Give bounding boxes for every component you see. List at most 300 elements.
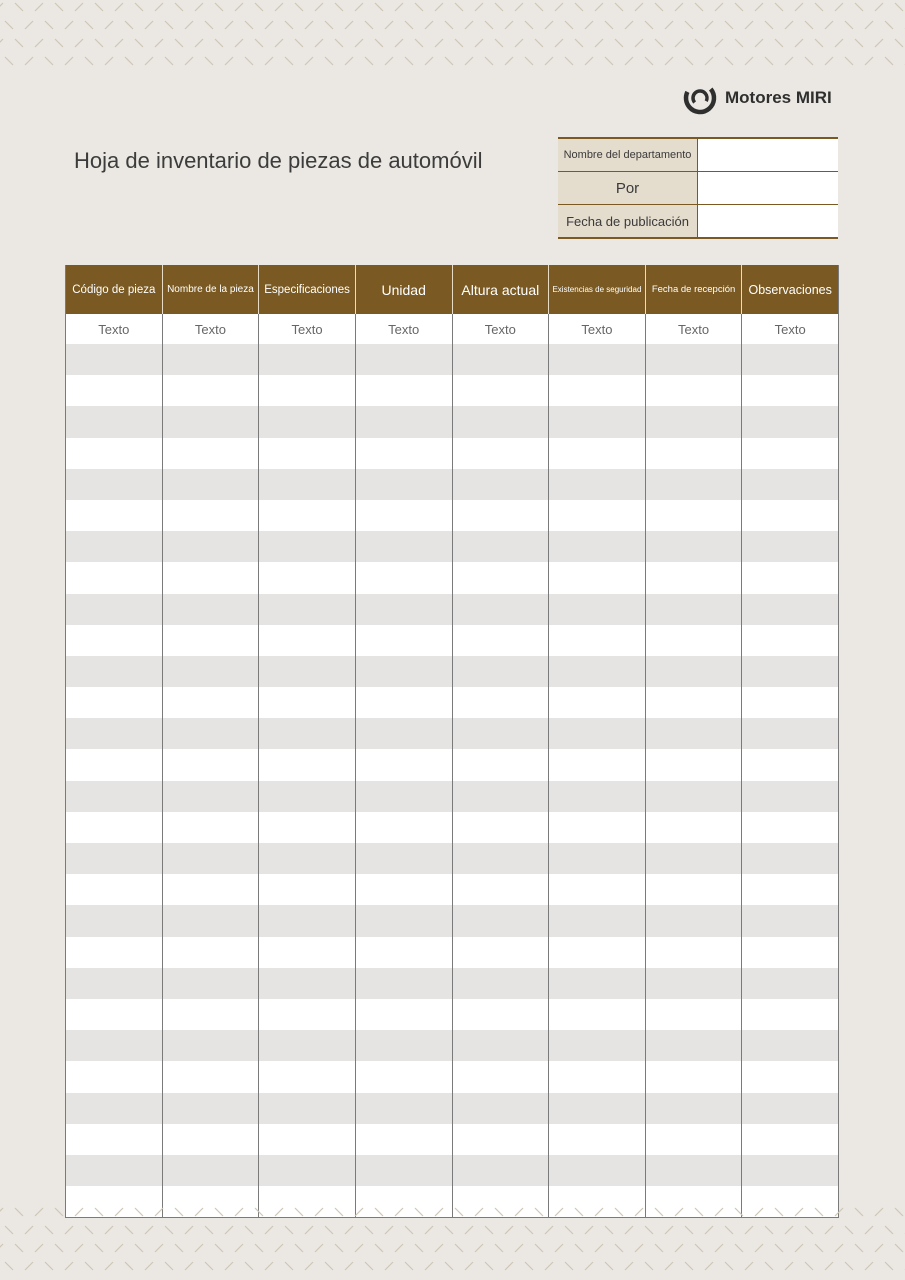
pattern-stroke bbox=[545, 1226, 553, 1234]
pattern-stroke bbox=[465, 21, 473, 29]
table-cell[interactable] bbox=[259, 656, 356, 687]
table-cell[interactable] bbox=[645, 406, 742, 437]
table-cell[interactable] bbox=[742, 500, 839, 531]
pattern-stroke bbox=[75, 1244, 83, 1252]
pattern-stroke bbox=[45, 57, 53, 65]
table-cell[interactable]: Texto bbox=[742, 314, 839, 344]
table-cell[interactable] bbox=[259, 843, 356, 874]
table-cell[interactable] bbox=[549, 905, 646, 936]
table-cell[interactable] bbox=[742, 937, 839, 968]
table-cell[interactable] bbox=[645, 438, 742, 469]
table-cell[interactable] bbox=[162, 1061, 259, 1092]
table-cell[interactable] bbox=[645, 500, 742, 531]
table-cell[interactable] bbox=[162, 1155, 259, 1186]
table-cell[interactable] bbox=[162, 1093, 259, 1124]
pattern-stroke bbox=[455, 3, 463, 11]
table-cell[interactable] bbox=[66, 905, 163, 936]
header-safety-stock: Existencias de seguridad bbox=[549, 265, 646, 314]
table-cell[interactable] bbox=[66, 843, 163, 874]
pattern-stroke bbox=[15, 39, 23, 47]
table-cell[interactable] bbox=[162, 843, 259, 874]
table-cell[interactable] bbox=[162, 781, 259, 812]
table-cell[interactable] bbox=[259, 500, 356, 531]
table-cell[interactable] bbox=[259, 1061, 356, 1092]
pattern-stroke bbox=[375, 1208, 383, 1216]
table-cell[interactable] bbox=[162, 687, 259, 718]
table-cell[interactable] bbox=[66, 812, 163, 843]
table-cell[interactable] bbox=[452, 375, 549, 406]
table-cell[interactable] bbox=[259, 562, 356, 593]
table-cell[interactable] bbox=[355, 625, 452, 656]
table-cell[interactable] bbox=[549, 999, 646, 1030]
pattern-stroke bbox=[415, 1244, 423, 1252]
pattern-stroke bbox=[175, 1244, 183, 1252]
table-cell[interactable] bbox=[259, 469, 356, 500]
table-cell[interactable] bbox=[549, 874, 646, 905]
table-cell[interactable] bbox=[66, 968, 163, 999]
table-cell[interactable] bbox=[549, 562, 646, 593]
table-cell[interactable] bbox=[355, 718, 452, 749]
table-cell[interactable] bbox=[645, 625, 742, 656]
table-cell[interactable] bbox=[162, 438, 259, 469]
table-cell[interactable] bbox=[162, 1030, 259, 1061]
table-cell[interactable] bbox=[742, 1093, 839, 1124]
table-cell[interactable] bbox=[66, 594, 163, 625]
pattern-stroke bbox=[275, 1208, 283, 1216]
table-cell[interactable] bbox=[259, 968, 356, 999]
table-cell[interactable] bbox=[452, 531, 549, 562]
table-cell[interactable] bbox=[549, 500, 646, 531]
pattern-stroke bbox=[575, 1208, 583, 1216]
table-cell[interactable] bbox=[549, 1124, 646, 1155]
table-cell[interactable] bbox=[549, 812, 646, 843]
table-cell[interactable] bbox=[355, 1030, 452, 1061]
pattern-stroke bbox=[375, 3, 383, 11]
table-cell[interactable] bbox=[645, 843, 742, 874]
table-cell[interactable] bbox=[355, 812, 452, 843]
table-cell[interactable] bbox=[742, 531, 839, 562]
table-cell[interactable] bbox=[355, 1124, 452, 1155]
table-cell[interactable] bbox=[162, 812, 259, 843]
table-cell[interactable] bbox=[549, 687, 646, 718]
table-cell[interactable] bbox=[162, 874, 259, 905]
table-cell[interactable] bbox=[162, 594, 259, 625]
table-cell[interactable] bbox=[259, 905, 356, 936]
table-cell[interactable] bbox=[355, 531, 452, 562]
table-cell[interactable] bbox=[355, 562, 452, 593]
table-cell[interactable] bbox=[645, 531, 742, 562]
table-cell[interactable] bbox=[66, 625, 163, 656]
table-cell[interactable] bbox=[645, 1155, 742, 1186]
table-cell[interactable] bbox=[452, 1124, 549, 1155]
table-cell[interactable] bbox=[645, 781, 742, 812]
table-cell[interactable] bbox=[259, 344, 356, 375]
table-cell[interactable] bbox=[549, 594, 646, 625]
pattern-stroke bbox=[485, 1262, 493, 1270]
pattern-stroke bbox=[95, 1244, 103, 1252]
pattern-stroke bbox=[35, 1244, 43, 1252]
table-cell[interactable] bbox=[355, 656, 452, 687]
table-cell[interactable] bbox=[452, 874, 549, 905]
table-cell[interactable] bbox=[549, 375, 646, 406]
table-cell[interactable] bbox=[549, 749, 646, 780]
table-cell[interactable]: Texto bbox=[645, 314, 742, 344]
pattern-stroke bbox=[885, 21, 893, 29]
table-cell[interactable] bbox=[645, 687, 742, 718]
table-cell[interactable] bbox=[355, 905, 452, 936]
table-cell[interactable] bbox=[66, 1124, 163, 1155]
pattern-stroke bbox=[0, 1244, 3, 1252]
table-cell[interactable] bbox=[549, 781, 646, 812]
table-cell[interactable] bbox=[549, 406, 646, 437]
table-cell[interactable] bbox=[355, 749, 452, 780]
pattern-stroke bbox=[25, 1226, 33, 1234]
table-cell[interactable] bbox=[452, 406, 549, 437]
table-cell[interactable] bbox=[452, 1061, 549, 1092]
table-cell[interactable] bbox=[549, 937, 646, 968]
pattern-stroke bbox=[455, 1208, 463, 1216]
table-cell[interactable] bbox=[355, 1061, 452, 1092]
pattern-stroke bbox=[635, 1208, 643, 1216]
table-cell[interactable] bbox=[549, 1155, 646, 1186]
pattern-stroke bbox=[805, 1226, 813, 1234]
table-cell[interactable] bbox=[742, 1155, 839, 1186]
table-cell[interactable] bbox=[355, 781, 452, 812]
pattern-stroke bbox=[255, 3, 263, 11]
pattern-stroke bbox=[355, 3, 363, 11]
pattern-stroke bbox=[45, 1226, 53, 1234]
table-cell[interactable] bbox=[549, 469, 646, 500]
table-cell[interactable] bbox=[259, 812, 356, 843]
table-cell[interactable] bbox=[259, 687, 356, 718]
table-cell[interactable] bbox=[66, 749, 163, 780]
table-cell[interactable] bbox=[742, 687, 839, 718]
table-cell[interactable] bbox=[355, 375, 452, 406]
table-cell[interactable]: Texto bbox=[162, 314, 259, 344]
table-cell[interactable] bbox=[742, 843, 839, 874]
pattern-stroke bbox=[205, 1262, 213, 1270]
table-cell[interactable] bbox=[452, 812, 549, 843]
pattern-stroke bbox=[595, 1244, 603, 1252]
table-cell[interactable] bbox=[742, 438, 839, 469]
table-cell[interactable] bbox=[162, 344, 259, 375]
table-cell[interactable] bbox=[452, 718, 549, 749]
table-cell[interactable] bbox=[645, 562, 742, 593]
pattern-stroke bbox=[385, 1226, 393, 1234]
pattern-stroke bbox=[875, 3, 883, 11]
table-cell[interactable] bbox=[66, 500, 163, 531]
table-cell[interactable]: Texto bbox=[66, 314, 163, 344]
pattern-stroke bbox=[475, 1208, 483, 1216]
table-cell[interactable] bbox=[742, 344, 839, 375]
pattern-stroke bbox=[25, 1262, 33, 1270]
pattern-stroke bbox=[565, 1262, 573, 1270]
pattern-stroke bbox=[635, 1244, 643, 1252]
table-cell[interactable] bbox=[645, 594, 742, 625]
table-cell[interactable] bbox=[355, 1093, 452, 1124]
pattern-stroke bbox=[715, 1208, 723, 1216]
table-cell[interactable] bbox=[355, 438, 452, 469]
table-cell[interactable] bbox=[645, 1093, 742, 1124]
table-cell[interactable] bbox=[162, 968, 259, 999]
pattern-stroke bbox=[225, 21, 233, 29]
table-cell[interactable] bbox=[66, 1030, 163, 1061]
pattern-stroke bbox=[705, 21, 713, 29]
table-cell[interactable] bbox=[66, 438, 163, 469]
table-cell[interactable] bbox=[742, 469, 839, 500]
table-cell[interactable] bbox=[549, 968, 646, 999]
table-cell[interactable] bbox=[162, 749, 259, 780]
table-cell[interactable] bbox=[259, 781, 356, 812]
table-cell[interactable] bbox=[162, 718, 259, 749]
table-cell[interactable] bbox=[742, 718, 839, 749]
table-cell[interactable] bbox=[452, 937, 549, 968]
table-cell[interactable] bbox=[549, 625, 646, 656]
table-cell[interactable] bbox=[66, 656, 163, 687]
table-cell[interactable] bbox=[162, 469, 259, 500]
table-cell[interactable] bbox=[355, 968, 452, 999]
table-cell[interactable] bbox=[66, 562, 163, 593]
pattern-stroke bbox=[735, 39, 743, 47]
table-cell[interactable] bbox=[452, 749, 549, 780]
pattern-stroke bbox=[795, 1244, 803, 1252]
pattern-stroke bbox=[545, 21, 553, 29]
table-cell[interactable] bbox=[645, 937, 742, 968]
pattern-stroke bbox=[665, 57, 673, 65]
table-cell[interactable] bbox=[259, 625, 356, 656]
table-cell[interactable] bbox=[742, 905, 839, 936]
table-cell[interactable] bbox=[645, 656, 742, 687]
table-cell[interactable] bbox=[259, 937, 356, 968]
table-cell[interactable] bbox=[66, 781, 163, 812]
table-cell[interactable] bbox=[355, 500, 452, 531]
table-cell[interactable] bbox=[645, 999, 742, 1030]
table-cell[interactable] bbox=[66, 687, 163, 718]
table-cell[interactable] bbox=[66, 1155, 163, 1186]
table-cell[interactable] bbox=[645, 968, 742, 999]
table-cell[interactable] bbox=[742, 406, 839, 437]
table-cell[interactable] bbox=[259, 874, 356, 905]
pattern-stroke bbox=[55, 39, 63, 47]
table-cell[interactable] bbox=[355, 406, 452, 437]
table-cell[interactable] bbox=[259, 375, 356, 406]
table-cell[interactable] bbox=[162, 406, 259, 437]
table-cell[interactable] bbox=[66, 1061, 163, 1092]
table-cell[interactable] bbox=[452, 968, 549, 999]
info-label-author: Por bbox=[558, 172, 698, 205]
table-cell[interactable] bbox=[549, 656, 646, 687]
pattern-stroke bbox=[365, 1262, 373, 1270]
pattern-stroke bbox=[755, 3, 763, 11]
table-cell[interactable] bbox=[355, 469, 452, 500]
pattern-stroke bbox=[305, 21, 313, 29]
table-cell[interactable] bbox=[452, 656, 549, 687]
pattern-stroke bbox=[155, 1244, 163, 1252]
table-cell[interactable] bbox=[549, 718, 646, 749]
table-cell[interactable] bbox=[452, 1030, 549, 1061]
table-cell[interactable] bbox=[452, 905, 549, 936]
pattern-stroke bbox=[535, 1244, 543, 1252]
table-cell[interactable]: Texto bbox=[355, 314, 452, 344]
table-cell[interactable] bbox=[645, 812, 742, 843]
pattern-stroke bbox=[345, 57, 353, 65]
pattern-stroke bbox=[885, 57, 893, 65]
table-cell[interactable] bbox=[162, 375, 259, 406]
table-cell[interactable] bbox=[162, 656, 259, 687]
table-cell[interactable] bbox=[452, 687, 549, 718]
table-cell[interactable] bbox=[742, 1030, 839, 1061]
table-cell[interactable] bbox=[162, 1124, 259, 1155]
table-cell[interactable] bbox=[66, 874, 163, 905]
table-cell[interactable] bbox=[452, 999, 549, 1030]
table-cell[interactable] bbox=[355, 937, 452, 968]
table-row bbox=[66, 562, 839, 593]
table-cell[interactable] bbox=[742, 999, 839, 1030]
pattern-stroke bbox=[725, 1262, 733, 1270]
pattern-stroke bbox=[315, 1208, 323, 1216]
table-cell[interactable] bbox=[66, 999, 163, 1030]
table-cell[interactable] bbox=[742, 375, 839, 406]
table-cell[interactable] bbox=[549, 1030, 646, 1061]
table-cell[interactable] bbox=[742, 562, 839, 593]
table-cell[interactable] bbox=[645, 1030, 742, 1061]
table-cell[interactable] bbox=[66, 718, 163, 749]
table-cell[interactable] bbox=[742, 968, 839, 999]
table-cell[interactable] bbox=[742, 874, 839, 905]
table-cell[interactable] bbox=[355, 594, 452, 625]
table-cell[interactable] bbox=[162, 625, 259, 656]
table-cell[interactable] bbox=[259, 1030, 356, 1061]
table-cell[interactable] bbox=[355, 999, 452, 1030]
table-cell[interactable] bbox=[162, 937, 259, 968]
table-cell[interactable] bbox=[549, 1061, 646, 1092]
pattern-stroke bbox=[605, 1262, 613, 1270]
table-cell[interactable] bbox=[66, 406, 163, 437]
header-part-name: Nombre de la pieza bbox=[162, 265, 259, 314]
table-cell[interactable] bbox=[645, 469, 742, 500]
table-cell[interactable] bbox=[742, 594, 839, 625]
pattern-stroke bbox=[825, 21, 833, 29]
table-cell[interactable] bbox=[259, 531, 356, 562]
table-cell[interactable] bbox=[162, 531, 259, 562]
table-cell[interactable] bbox=[742, 656, 839, 687]
table-cell[interactable] bbox=[742, 1124, 839, 1155]
table-row bbox=[66, 937, 839, 968]
pattern-stroke bbox=[115, 1208, 123, 1216]
table-cell[interactable] bbox=[355, 874, 452, 905]
table-cell[interactable] bbox=[645, 718, 742, 749]
table-cell[interactable] bbox=[66, 1093, 163, 1124]
table-cell[interactable] bbox=[452, 781, 549, 812]
table-cell[interactable] bbox=[549, 531, 646, 562]
table-cell[interactable] bbox=[452, 500, 549, 531]
table-cell[interactable] bbox=[259, 1155, 356, 1186]
table-cell[interactable] bbox=[452, 1093, 549, 1124]
table-cell[interactable]: Texto bbox=[549, 314, 646, 344]
table-cell[interactable] bbox=[645, 749, 742, 780]
table-cell[interactable] bbox=[452, 562, 549, 593]
table-cell[interactable] bbox=[645, 874, 742, 905]
table-cell[interactable] bbox=[452, 843, 549, 874]
table-cell[interactable] bbox=[742, 781, 839, 812]
table-cell[interactable] bbox=[645, 1061, 742, 1092]
table-cell[interactable] bbox=[259, 999, 356, 1030]
table-cell[interactable] bbox=[645, 344, 742, 375]
pattern-stroke bbox=[325, 1226, 333, 1234]
table-cell[interactable] bbox=[259, 718, 356, 749]
table-cell[interactable] bbox=[355, 1155, 452, 1186]
table-cell[interactable] bbox=[259, 749, 356, 780]
table-cell[interactable] bbox=[742, 812, 839, 843]
table-cell[interactable] bbox=[162, 500, 259, 531]
table-cell[interactable] bbox=[645, 375, 742, 406]
table-cell[interactable] bbox=[259, 438, 356, 469]
table-cell[interactable] bbox=[66, 344, 163, 375]
table-cell[interactable] bbox=[355, 843, 452, 874]
table-cell[interactable] bbox=[259, 1124, 356, 1155]
pattern-stroke bbox=[585, 21, 593, 29]
table-cell[interactable] bbox=[645, 1124, 742, 1155]
table-cell[interactable]: Texto bbox=[259, 314, 356, 344]
table-cell[interactable] bbox=[66, 469, 163, 500]
table-cell[interactable] bbox=[549, 438, 646, 469]
table-cell[interactable] bbox=[162, 562, 259, 593]
table-cell[interactable] bbox=[452, 469, 549, 500]
pattern-stroke bbox=[175, 39, 183, 47]
info-field-department[interactable] bbox=[698, 138, 839, 172]
pattern-stroke bbox=[235, 1208, 243, 1216]
info-row-department bbox=[558, 138, 838, 172]
table-cell[interactable] bbox=[549, 1093, 646, 1124]
table-cell[interactable] bbox=[259, 1093, 356, 1124]
table-cell[interactable] bbox=[162, 999, 259, 1030]
table-cell[interactable] bbox=[162, 905, 259, 936]
info-field-publication-date[interactable] bbox=[698, 205, 839, 239]
pattern-stroke bbox=[435, 1244, 443, 1252]
table-cell[interactable] bbox=[742, 625, 839, 656]
table-cell[interactable] bbox=[742, 749, 839, 780]
table-cell[interactable] bbox=[549, 843, 646, 874]
table-cell[interactable] bbox=[355, 687, 452, 718]
pattern-stroke bbox=[695, 39, 703, 47]
pattern-stroke bbox=[315, 1244, 323, 1252]
table-cell[interactable] bbox=[452, 438, 549, 469]
table-cell[interactable] bbox=[452, 1155, 549, 1186]
pattern-stroke bbox=[535, 39, 543, 47]
pattern-stroke bbox=[325, 21, 333, 29]
pattern-stroke bbox=[575, 3, 583, 11]
pattern-stroke bbox=[845, 1262, 853, 1270]
table-cell[interactable] bbox=[66, 531, 163, 562]
pattern-stroke bbox=[335, 1208, 343, 1216]
info-field-author[interactable] bbox=[698, 172, 839, 205]
table-cell[interactable] bbox=[742, 1061, 839, 1092]
header-specifications: Especificaciones bbox=[259, 265, 356, 314]
pattern-stroke bbox=[165, 1226, 173, 1234]
table-cell[interactable] bbox=[259, 406, 356, 437]
table-cell[interactable] bbox=[355, 344, 452, 375]
pattern-stroke bbox=[835, 1208, 843, 1216]
table-cell[interactable] bbox=[259, 594, 356, 625]
table-cell[interactable] bbox=[66, 375, 163, 406]
table-cell[interactable] bbox=[452, 344, 549, 375]
table-cell[interactable] bbox=[549, 344, 646, 375]
table-cell[interactable] bbox=[66, 937, 163, 968]
table-cell[interactable] bbox=[452, 594, 549, 625]
table-cell[interactable]: Texto bbox=[452, 314, 549, 344]
table-cell[interactable] bbox=[645, 905, 742, 936]
table-cell[interactable] bbox=[452, 625, 549, 656]
